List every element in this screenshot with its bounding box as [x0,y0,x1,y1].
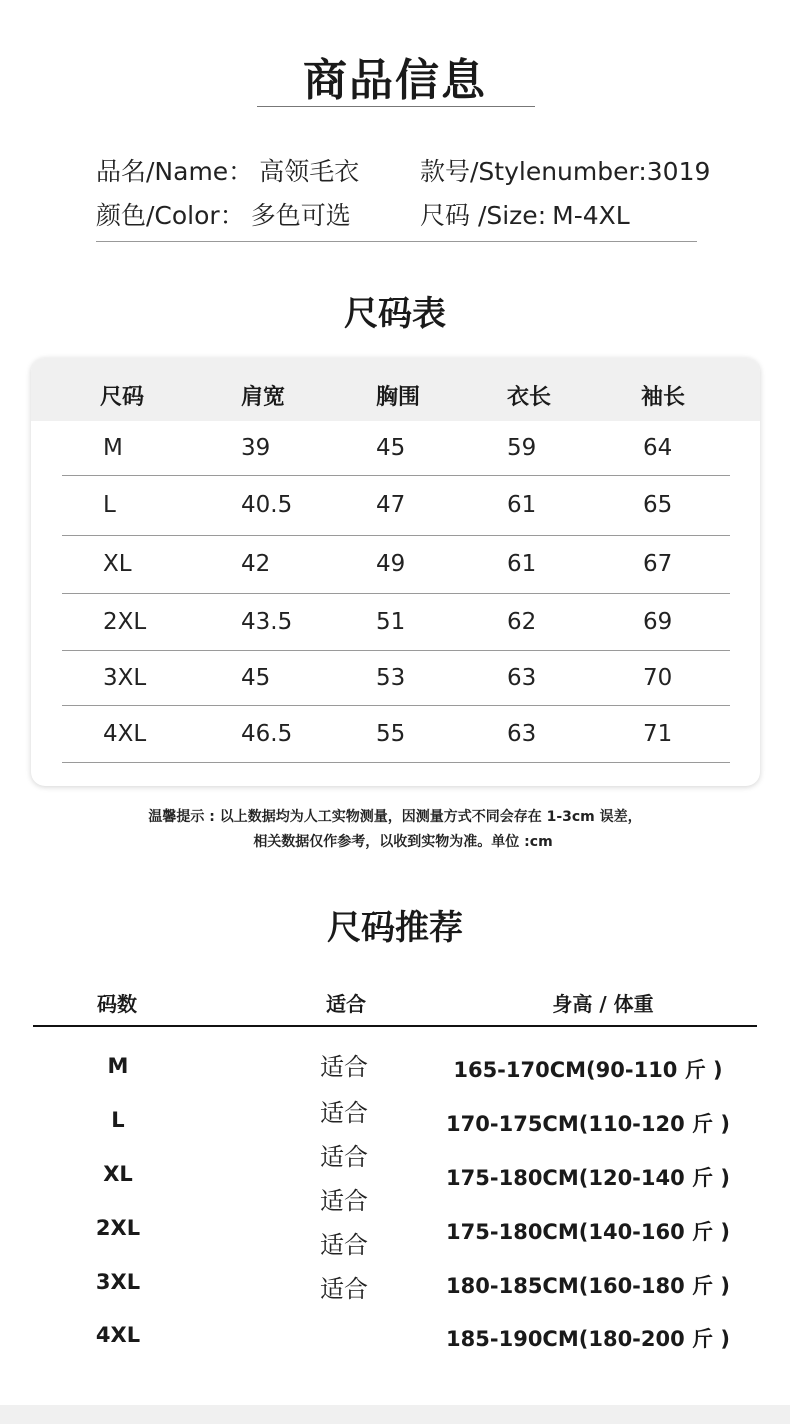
table-row [31,421,760,476]
recommend-height-weight: 165-170CM(90-110 斤 ) [453,1058,723,1082]
table-cell-length: 59 [507,434,537,461]
recommend-height-weight: 175-180CM(140-160 斤 ) [446,1220,730,1244]
size-chart-header-chest: 胸围 [376,385,421,410]
recommend-title: 尺码推荐 [327,908,463,948]
table-cell-shoulder: 39 [241,434,271,461]
product-size [420,196,630,232]
table-cell-size: 3XL [103,664,147,691]
table-cell-sleeve: 69 [643,608,673,635]
table-row [31,536,760,594]
table-cell-shoulder: 40.5 [241,492,293,518]
product-size-label: 尺码 /Size: [420,201,547,230]
table-cell-length: 63 [507,664,537,691]
table-cell-size: 2XL [103,608,147,635]
table-cell-chest: 45 [376,434,406,461]
table-row [31,651,760,706]
table-row [31,476,760,536]
table-cell-size: L [103,492,116,518]
product-name [96,152,359,188]
table-cell-chest: 53 [376,664,406,691]
recommend-height-weight: 175-180CM(120-140 斤 ) [446,1166,730,1190]
style-number [420,152,710,188]
style-number-label: 款号/Stylenumber: [420,157,647,186]
table-row [31,706,760,763]
note-line-1: 温馨提示 : 以上数据均为人工实物测量，因测量方式不同会存在 1-3cm 误差， [148,809,642,825]
table-cell-sleeve: 64 [643,434,673,461]
table-cell-shoulder: 43.5 [241,608,293,635]
table-cell-shoulder: 42 [241,551,271,577]
row-divider [62,762,730,763]
recommend-fit: 适合 [320,1275,368,1303]
table-cell-chest: 49 [376,551,406,577]
recommend-height-weight: 170-175CM(110-120 斤 ) [446,1112,730,1136]
product-size-value: M-4XL [552,201,630,230]
recommend-fit: 适合 [320,1187,368,1215]
table-cell-size: M [103,434,123,461]
info-divider [96,241,697,242]
recommend-fit: 适合 [320,1143,368,1171]
table-cell-length: 61 [507,551,537,577]
table-cell-shoulder: 46.5 [241,720,293,747]
table-cell-length: 62 [507,608,537,635]
title-divider [257,106,535,107]
size-chart-header-shoulder: 肩宽 [241,385,286,410]
size-chart-header-size: 尺码 [100,385,145,410]
recommend-height-weight: 180-185CM(160-180 斤 ) [446,1274,730,1298]
recommend-size: 3XL [95,1270,141,1294]
table-cell-sleeve: 65 [643,492,673,518]
recommend-fit: 适合 [320,1053,368,1081]
size-chart-header-sleeve: 袖长 [641,385,686,410]
recommend-header-fit: 适合 [326,992,366,1016]
table-cell-size: XL [103,551,132,577]
product-color [96,196,351,232]
recommend-fit: 适合 [320,1099,368,1127]
size-chart-header-length: 衣长 [507,385,552,410]
table-cell-shoulder: 45 [241,664,271,691]
recommend-size: M [107,1054,129,1078]
size-chart-table [31,358,760,786]
table-cell-chest: 55 [376,720,406,747]
table-cell-chest: 47 [376,492,406,518]
page-title: 商品信息 [303,55,487,106]
recommend-fit: 适合 [320,1231,368,1259]
note-line-2: 相关数据仅作参考，以收到实物为准。单位 :cm [253,834,553,850]
table-cell-sleeve: 71 [643,720,673,747]
recommend-size: L [111,1108,125,1132]
product-name-label: 品名/Name： [96,157,254,186]
product-color-value: 多色可选 [250,201,351,230]
recommend-header-height-weight: 身高 / 体重 [552,992,654,1016]
table-cell-sleeve: 67 [643,551,673,577]
recommend-size: 4XL [95,1323,141,1347]
table-cell-length: 63 [507,720,537,747]
bottom-band [0,1405,790,1424]
recommend-header-size: 码数 [97,992,137,1016]
recommend-height-weight: 185-190CM(180-200 斤 ) [446,1327,730,1351]
table-row [31,594,760,651]
table-cell-sleeve: 70 [643,664,673,691]
table-cell-size: 4XL [103,720,147,747]
table-cell-length: 61 [507,492,537,518]
table-cell-chest: 51 [376,608,406,635]
size-chart-title: 尺码表 [344,294,446,334]
style-number-value: 3019 [646,157,711,186]
recommend-header-rule [33,1025,757,1027]
recommend-size: 2XL [95,1216,141,1240]
recommend-size: XL [103,1162,133,1186]
product-name-value: 高领毛衣 [259,157,360,186]
product-color-label: 颜色/Color： [96,201,245,230]
